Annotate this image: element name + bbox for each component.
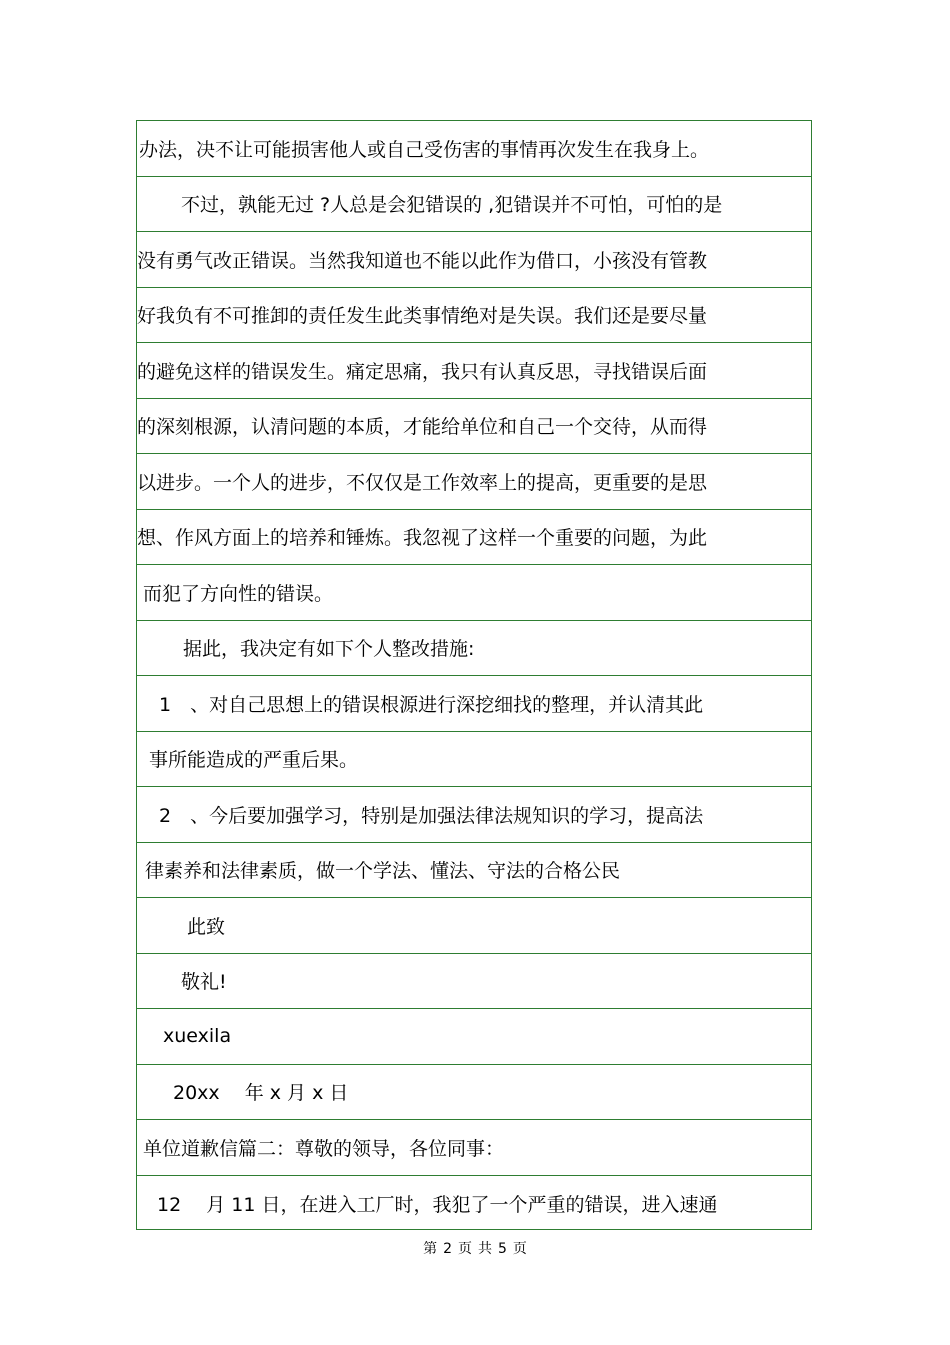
line-text: 好我负有不可推卸的责任发生此类事情绝对是失误。我们还是要尽量 bbox=[137, 305, 708, 328]
text-line bbox=[137, 288, 811, 344]
line-text: 以进步。一个人的进步，不仅仅是工作效率上的提高，更重要的是思 bbox=[137, 471, 708, 494]
line-text: 敬礼! bbox=[181, 971, 227, 994]
line-text: 2 、今后要加强学习，特别是加强法律法规知识的学习，提高法 bbox=[159, 804, 704, 827]
text-line bbox=[137, 954, 811, 1010]
text-line bbox=[137, 898, 811, 954]
text-line bbox=[137, 232, 811, 288]
text-line bbox=[137, 177, 811, 233]
text-line bbox=[137, 1120, 811, 1176]
line-text: 没有勇气改正错误。当然我知道也不能以此作为借口，小孩没有管教 bbox=[137, 249, 708, 272]
line-text: 20xx 年 x 月 x 日 bbox=[173, 1082, 349, 1105]
line-text: 而犯了方向性的错误。 bbox=[143, 582, 334, 605]
text-line bbox=[137, 1065, 811, 1121]
current-page-number: 2 bbox=[443, 1241, 452, 1257]
footer-di: 第 bbox=[423, 1241, 438, 1257]
text-line bbox=[137, 343, 811, 399]
text-line bbox=[137, 787, 811, 843]
footer-gong: 共 bbox=[478, 1241, 492, 1257]
line-text: 的避免这样的错误发生。痛定思痛，我只有认真反思，寻找错误后面 bbox=[137, 360, 708, 383]
line-text: 的深刻根源，认清问题的本质，才能给单位和自己一个交待，从而得 bbox=[137, 416, 708, 439]
text-line bbox=[137, 454, 811, 510]
line-text: 单位道歉信篇二：尊敬的领导，各位同事： bbox=[143, 1137, 505, 1160]
line-text: 想、作风方面上的培养和锤炼。我忽视了这样一个重要的问题，为此 bbox=[137, 527, 708, 550]
footer-ye2: 页 bbox=[512, 1241, 527, 1257]
text-line bbox=[137, 676, 811, 732]
text-line bbox=[137, 621, 811, 677]
text-line bbox=[137, 510, 811, 566]
line-text: 办法，决不让可能损害他人或自己受伤害的事情再次发生在我身上。 bbox=[139, 138, 710, 161]
line-text: xuexila bbox=[163, 1025, 232, 1048]
line-text: 不过，孰能无过 ?人总是会犯错误的 ,犯错误并不可怕，可怕的是 bbox=[181, 194, 723, 217]
text-line bbox=[137, 843, 811, 899]
line-text: 此致 bbox=[187, 915, 226, 938]
page-footer bbox=[0, 1238, 950, 1258]
line-text: 1 、对自己思想上的错误根源进行深挖细找的整理，并认清其此 bbox=[159, 693, 704, 716]
document-table bbox=[136, 120, 812, 1230]
text-line bbox=[137, 565, 811, 621]
text-line bbox=[137, 1176, 811, 1232]
text-line bbox=[137, 399, 811, 455]
text-line bbox=[137, 121, 811, 177]
line-text: 据此，我决定有如下个人整改措施: bbox=[183, 638, 475, 661]
line-text: 律素养和法律素质，做一个学法、懂法、守法的合格公民 bbox=[145, 860, 621, 883]
text-line bbox=[137, 732, 811, 788]
line-text: 12 月 11 日，在进入工厂时，我犯了一个严重的错误，进入速通 bbox=[157, 1193, 718, 1216]
footer-ye: 页 bbox=[458, 1241, 472, 1257]
total-page-number: 5 bbox=[498, 1241, 507, 1257]
text-line bbox=[137, 1009, 811, 1065]
line-text: 事所能造成的严重后果。 bbox=[149, 749, 359, 772]
